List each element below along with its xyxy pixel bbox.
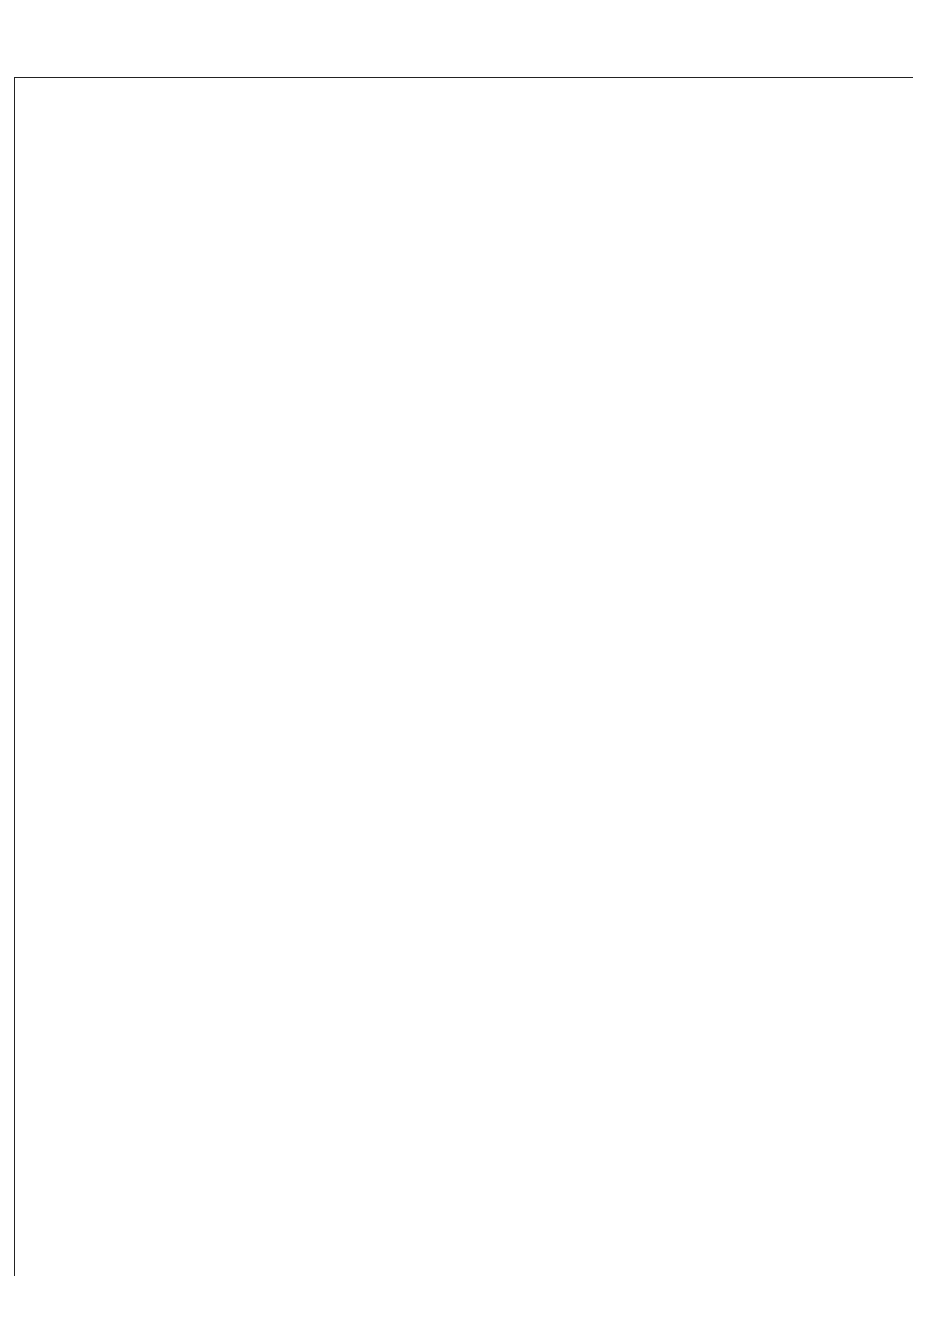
archive-card-table xyxy=(14,77,913,1276)
